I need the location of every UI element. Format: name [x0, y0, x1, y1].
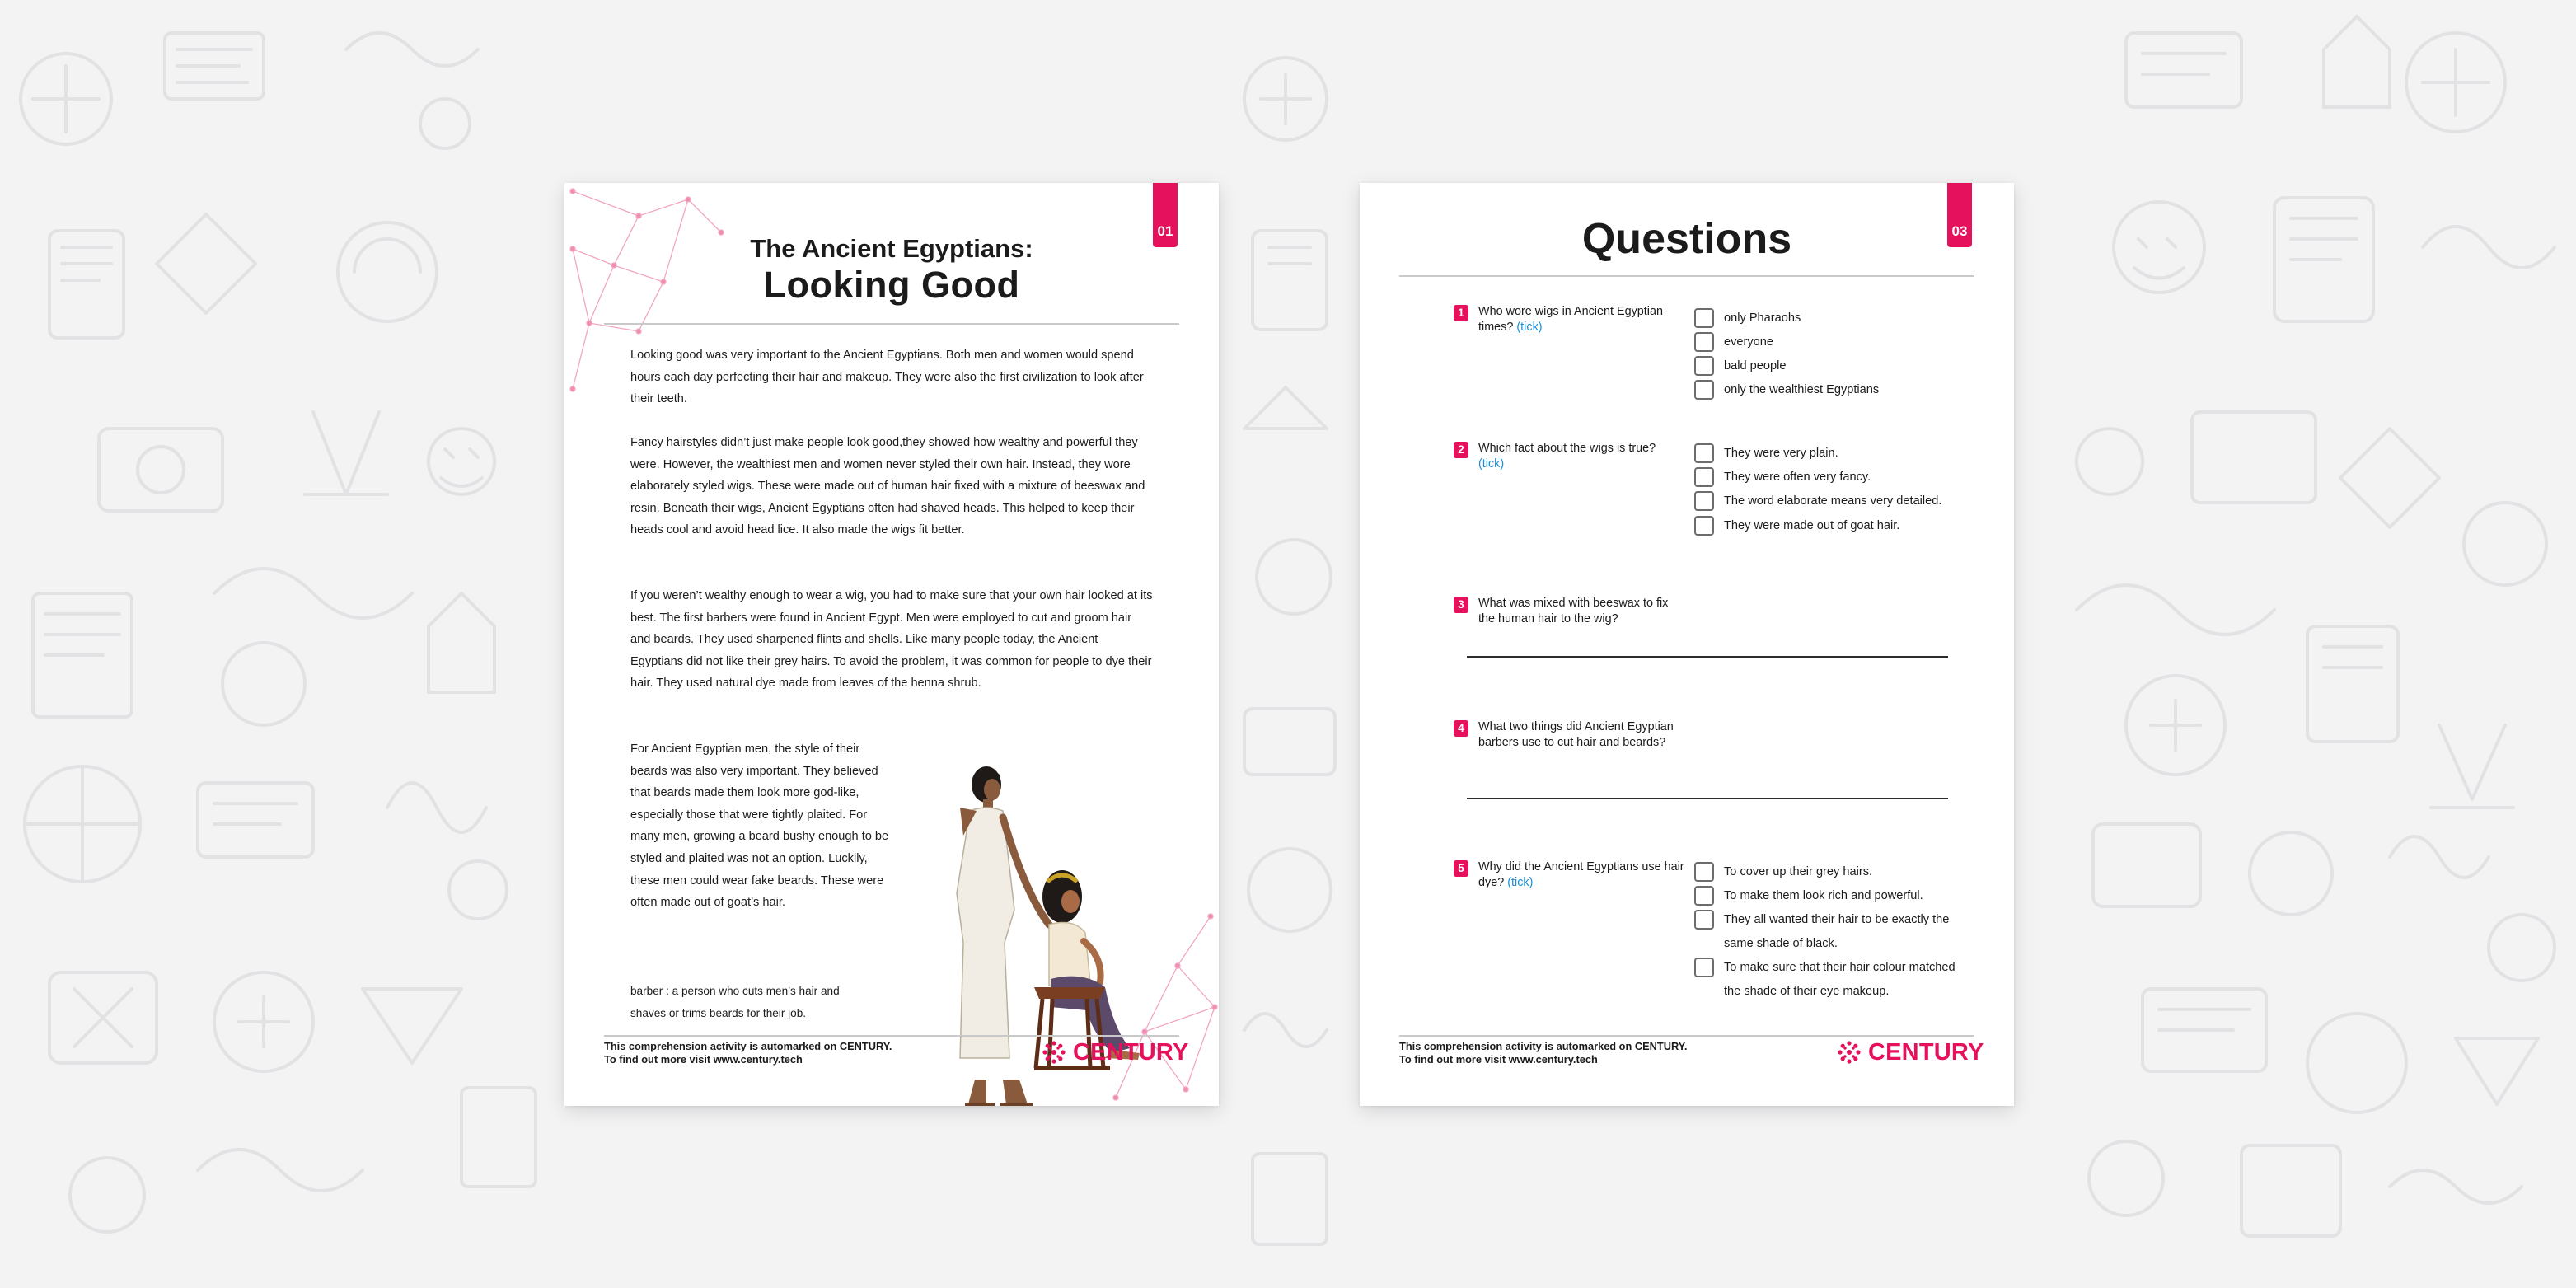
answer-checkbox[interactable] [1694, 467, 1714, 487]
answer-checkbox[interactable] [1694, 910, 1714, 930]
answer-option: To make sure that their hair colour matched the shade of their eye makeup. [1724, 961, 1955, 998]
century-logo-text: CENTURY [1868, 1038, 1984, 1066]
question-prompt: Which fact about the wigs is true? [1478, 442, 1656, 455]
answer-checkbox[interactable] [1694, 308, 1714, 328]
answer-checkbox[interactable] [1694, 886, 1714, 906]
question-prompt: Who wore wigs in Ancient Egyptian times? [1478, 305, 1663, 334]
answer-checkbox[interactable] [1694, 516, 1714, 536]
title-divider [1399, 275, 1974, 277]
footer-line: To find out more visit www.century.tech [604, 1053, 803, 1066]
answer-checkbox[interactable] [1694, 356, 1714, 376]
footer-note [604, 1040, 892, 1066]
answer-option: They were made out of goat hair. [1724, 519, 1900, 532]
answer-line[interactable] [1467, 656, 1948, 658]
question-prompt: What was mixed with beeswax to fix the human hair to the wig? [1478, 597, 1669, 625]
century-logo [1835, 1038, 1984, 1066]
paragraph: Fancy hairstyles didn’t just make people look good,they showed how wealthy and powerful they were. However, the wealthiest men and women never styled their own hair. Instead, they wore elaborately styled wigs. These were made out of human hair fixed with a mixture of beeswax and resin. Beneath their wigs, Ancient Egyptians often had shaved heads. This helped to keep their heads cool and avoid head lice. It also made the wigs fit better. [630, 436, 1145, 537]
tick-hint: (tick) [1478, 457, 1505, 471]
question-text [1478, 596, 1684, 626]
worksheet-page-01 [564, 183, 1219, 1106]
answer-checkbox[interactable] [1694, 332, 1714, 352]
questions-page-03 [1360, 183, 2014, 1106]
answer-checkbox[interactable] [1694, 862, 1714, 882]
answer-line[interactable] [1467, 798, 1948, 799]
answer-checkbox[interactable] [1694, 491, 1714, 511]
footer-note [1399, 1040, 1687, 1066]
question-text [1478, 441, 1684, 471]
question-prompt: What two things did Ancient Egyptian barbers use to cut hair and beards? [1478, 720, 1674, 749]
tick-hint: (tick) [1507, 875, 1534, 889]
answer-option: only the wealthiest Egyptians [1724, 383, 1880, 396]
century-logo-icon [1835, 1038, 1863, 1066]
question-number-badge: 1 [1454, 305, 1468, 321]
page-number-tab: 03 [1947, 183, 1972, 247]
century-logo [1040, 1038, 1189, 1066]
question-prompt: Why did the Ancient Egyptians use hair dye? [1478, 860, 1684, 889]
answer-option: They were often very fancy. [1724, 471, 1871, 484]
answer-option: They all wanted their hair to be exactly the same shade of black. [1724, 913, 1950, 950]
page-title: Questions [1581, 215, 1792, 263]
answer-checkbox[interactable] [1694, 443, 1714, 463]
century-logo-text: CENTURY [1073, 1038, 1189, 1066]
century-logo-icon [1040, 1038, 1068, 1066]
question-text [1478, 719, 1684, 750]
paragraph: For Ancient Egyptian men, the style of their beards was also very important. They believed that beards made them look more god-like, especially those that were tightly plaited. For many men, growing a beard bushy enough to be styled and plaited was not an option. Luckily, these men could wear fake beards. These were often made out of goat’s hair. [630, 742, 889, 910]
answer-checkbox[interactable] [1694, 380, 1714, 400]
answer-option: To make them look rich and powerful. [1724, 889, 1923, 902]
question-number-badge: 4 [1454, 720, 1468, 737]
answer-option: bald people [1724, 359, 1787, 372]
footer-divider [1399, 1035, 1974, 1037]
question-number-badge: 3 [1454, 597, 1468, 613]
answer-option: everyone [1724, 335, 1774, 349]
page-number-tab: 01 [1153, 183, 1178, 247]
glossary-note: barber : a person who cuts men’s hair and shaves or trims beards for their job. [630, 985, 840, 1019]
question-number-badge: 5 [1454, 860, 1468, 877]
footer-divider [604, 1035, 1179, 1037]
answer-option: only Pharaohs [1724, 311, 1801, 325]
footer-line: To find out more visit www.century.tech [1399, 1053, 1598, 1066]
answer-option: To cover up their grey hairs. [1724, 865, 1873, 878]
page-title-line1: The Ancient Egyptians: [750, 234, 1033, 263]
answer-option: They were very plain. [1724, 447, 1838, 460]
title-divider [604, 323, 1179, 325]
page-title-line2: Looking Good [763, 264, 1020, 306]
paragraph: Looking good was very important to the Ancient Egyptians. Both men and women would spend hours each day perfecting their hair and makeup. They were also the first civilization to look after their teeth. [630, 349, 1144, 406]
tick-hint: (tick) [1516, 320, 1543, 334]
paragraph: If you weren’t wealthy enough to wear a wig, you had to make sure that your own hair looked at its best. The first barbers were found in Ancient Egypt. Men were employed to cut and groom hair and beards. They used sharpened flints and shells. Like many people today, the Ancient Egyptians did not like their grey hairs. To avoid the problem, it was common for people to dye their hair. They used natural dye made from leaves of the henna shrub. [630, 589, 1153, 691]
answer-checkbox[interactable] [1694, 958, 1714, 977]
answer-option: The word elaborate means very detailed. [1724, 494, 1942, 508]
question-number-badge: 2 [1454, 442, 1468, 458]
footer-line: This comprehension activity is automarked on CENTURY. [604, 1040, 892, 1052]
footer-line: This comprehension activity is automarked on CENTURY. [1399, 1040, 1688, 1052]
question-text [1478, 859, 1684, 890]
question-text [1478, 304, 1684, 335]
